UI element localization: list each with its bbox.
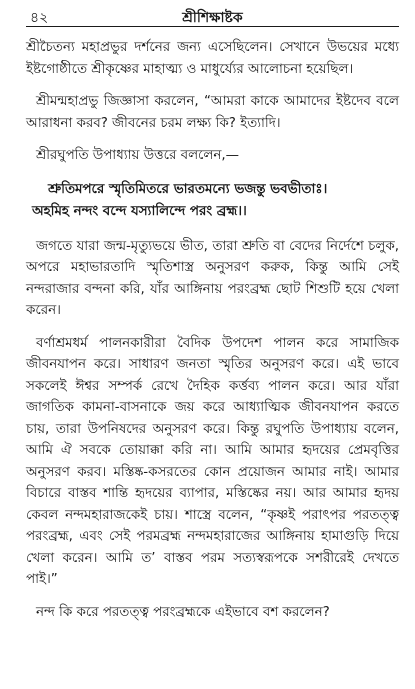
running-title: শ্রীশিক্ষাষ্টক bbox=[182, 10, 243, 26]
page-number: ৪২ bbox=[30, 10, 49, 26]
verse-line-2: অহমিহ নন্দং বন্দে যস্যালিন্দে পরং ব্রহ্ম।। bbox=[32, 202, 247, 219]
page-body bbox=[26, 37, 399, 623]
paragraph: শ্রীচৈতন্য মহাপ্রভুর দর্শনের জন্য এসেছিলেন। সেখানে উভয়ের মধ্যে ইষ্টগোষ্ঠীতে শ্রীকৃষ্ণের মাহাত্ম্য ও মাধুর্য্যের আলোচনা হয়েছিল। bbox=[26, 40, 399, 77]
sanskrit-verse bbox=[26, 178, 399, 222]
paragraph: শ্রীরঘুপতি উপাধ্যায় উত্তরে বললেন,— bbox=[36, 148, 240, 163]
paragraph: নন্দ কি করে পরতত্ত্ব পরংব্রহ্মকে এইভাবে বশ করলেন? bbox=[36, 604, 330, 620]
paragraph: জগতে যারা জন্ম-মৃত্যুভয়ে ভীত, তারা শ্রুতি বা বেদের নির্দেশে চলুক, অপরে মহাভারতাদি স্মৃতিশাস্ত্র অনুসরণ করুক, কিন্তু আমি সেই নন্দরাজার বন্দনা করি, যাঁর আঙ্গিনায় পরংব্রহ্ম ছোট শিশুটি হয়ে খেলা করেন। bbox=[26, 238, 399, 318]
paragraph: বর্ণাশ্রমধর্ম পালনকারীরা বৈদিক উপদেশ পালন করে সামাজিক জীবনযাপন করে। সাধারণ জনতা স্মৃতির অনুসরণ করে। এই ভাবে সকলেই ঈশ্বর সম্পর্ক রেখে দৈহিক কর্ত্তব্য পালন করে। আর যাঁরা জাগতিক কামনা-বাসনাকে জয় করে আধ্যাত্মিক জীবনযাপন করতে চায়, তারা উপনিষদের অনুসরণ করে। কিন্তু রঘুপতি উপাধ্যায় বলেন, আমি ঐ সবকে তোয়াক্কা করি না। আমি আমার হৃদয়ের প্রেমবৃত্তির অনুসরণ করব। মস্তিষ্ক-কসরতের কোন প্রয়োজন আমার নাই। আমার বিচারে বাস্তব শান্তি হৃদয়ের ব্যাপার, মস্তিষ্কের নয়। আর আমার হৃদয় কেবল নন্দমহারাজকেই চায়। শাস্ত্রে বলেন, “কৃষ্ণই পরাৎপর পরতত্ত্ব পরংব্রহ্ম, এবং সেই পরমব্রহ্ম নন্দমহারাজের আঙ্গিনায় হামাগুড়ি দিয়ে খেলা করেন। আমি ত’ বাস্তব পরম সত্যস্বরূপকে সশরীরেই দেখতে পাই।” bbox=[26, 335, 399, 587]
verse-line-1: শ্রুতিমপরে স্মৃতিমিতরে ভারতমন্যে ভজন্তু ভবভীতাঃ। bbox=[48, 180, 328, 197]
paragraph: শ্রীমন্মহাপ্রভু জিজ্ঞাসা করলেন, “আমরা কাকে আমাদের ইষ্টদেব বলে আরাধনা করব? জীবনের চরম লক্ষ্য কি? ইত্যাদি। bbox=[26, 94, 399, 131]
book-page bbox=[0, 4, 415, 689]
page-header bbox=[26, 4, 399, 27]
